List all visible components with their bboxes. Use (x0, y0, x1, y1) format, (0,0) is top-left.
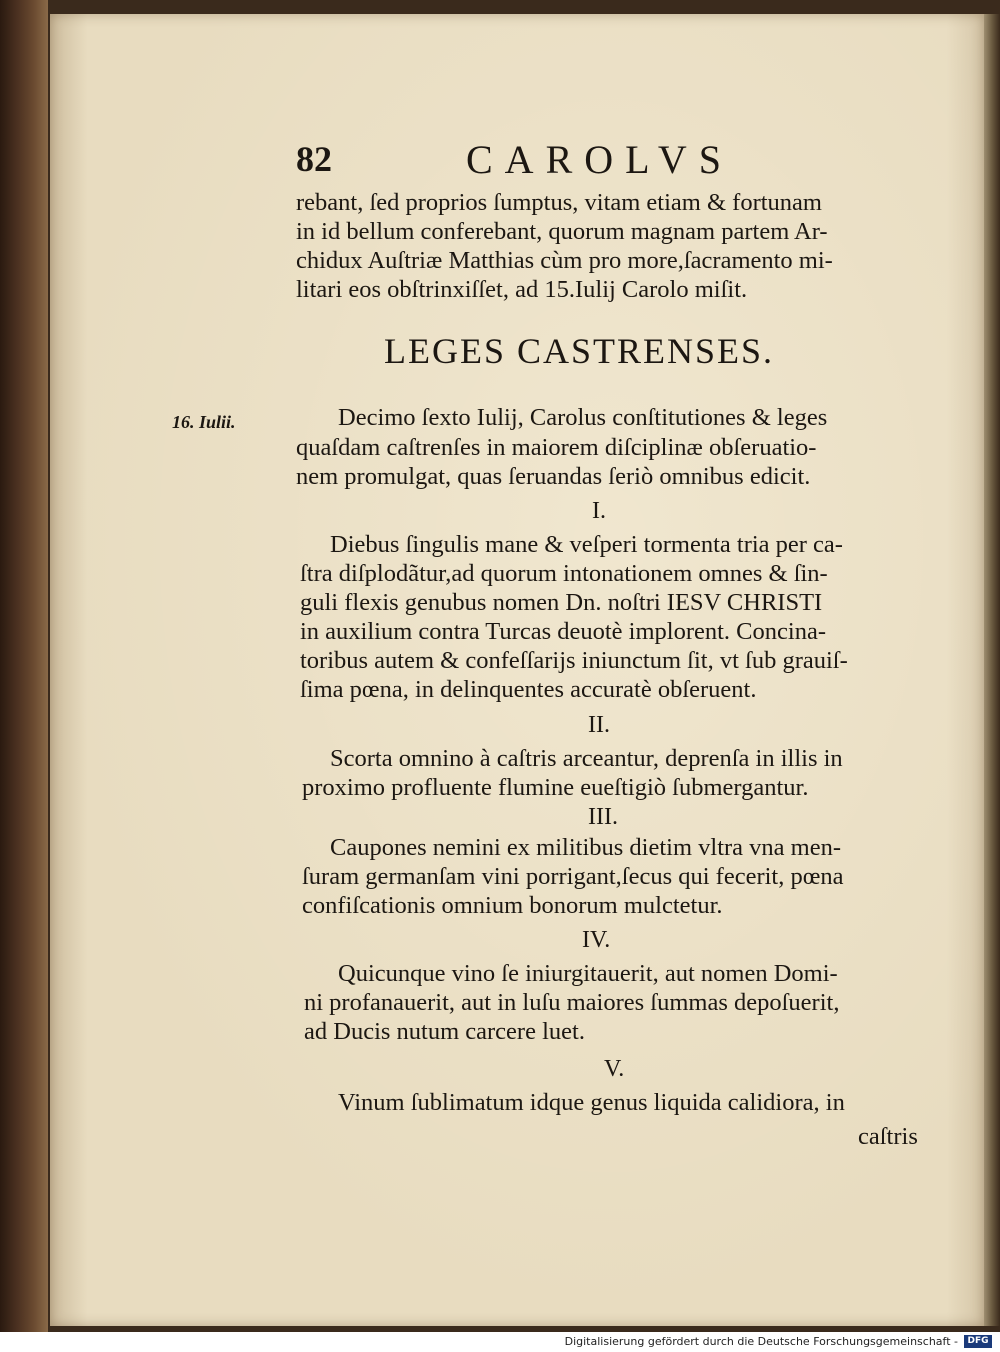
text-line: litari eos obſtrinxiſſet, ad 15.Iulij Carolo miſit. (296, 276, 748, 303)
text-line: ad Ducis nutum carcere luet. (304, 1018, 585, 1045)
text-line: nem promulgat, quas ſeruandas ſeriò omnibus edicit. (296, 463, 811, 490)
text-line: Diebus ſingulis mane & veſperi tormenta tria per ca- (330, 531, 843, 558)
text-line: Scorta omnino à caſtris arceantur, deprenſa in illis in (330, 745, 843, 772)
running-head-title: CAROLVS (466, 137, 734, 182)
text-line: proximo profluente flumine eueſtigiò ſubmergantur. (302, 774, 809, 801)
text-line: quaſdam caſtrenſes in maiorem diſciplinæ obſeruatio- (296, 434, 817, 461)
text-line: guli flexis genubus nomen Dn. noſtri IESV CHRISTI (300, 589, 823, 616)
text-line: ſtra diſplodãtur,ad quorum intonationem omnes & ſin- (300, 560, 828, 587)
section-heading: LEGES CASTRENSES. (384, 331, 775, 371)
text-line: in id bellum conferebant, quorum magnam partem Ar- (296, 218, 828, 245)
text-line: ni profanauerit, aut in luſu maiores ſummas depoſuerit, (304, 989, 840, 1016)
dfg-logo-icon: DFG (964, 1335, 992, 1348)
law-numeral: I. (592, 498, 606, 524)
text-line: toribus autem & confeſſarijs iniunctum ſit, vt ſub grauiſ- (300, 647, 848, 674)
law-numeral: V. (604, 1056, 625, 1082)
text-line: Caupones nemini ex militibus dietim vltra vna men- (330, 834, 842, 861)
law-numeral: II. (588, 712, 610, 738)
footer-credit: Digitalisierung gefördert durch die Deutsche Forschungsgemeinschaft - (564, 1335, 958, 1348)
text-line: confiſcationis omnium bonorum mulctetur. (302, 892, 723, 919)
law-numeral: IV. (582, 927, 611, 953)
catchword: caſtris (858, 1123, 918, 1150)
page-number: 82 (296, 139, 332, 179)
text-line: Quicunque vino ſe iniurgitauerit, aut nomen Domi- (338, 960, 838, 987)
text-line: in auxilium contra Turcas deuotè implorent. Concina- (300, 618, 826, 645)
text-line: chidux Auſtriæ Matthias cùm pro more,ſacramento mi- (296, 247, 833, 274)
text-line: ſuram germanſam vini porrigant,ſecus qui fecerit, pœna (302, 863, 844, 890)
law-numeral: III. (588, 804, 618, 830)
book-spine (0, 0, 48, 1332)
text-line: rebant, ſed proprios ſumptus, vitam etiam & fortunam (296, 189, 822, 216)
margin-note: 16. Iulii. (172, 412, 236, 432)
text-line: Vinum ſublimatum idque genus liquida calidiora, in (338, 1089, 845, 1116)
footer-bar (0, 1332, 1000, 1352)
text-line: Decimo ſexto Iulij, Carolus conſtitutiones & leges (338, 404, 828, 431)
text-line: ſima pœna, in delinquentes accuratè obſeruent. (300, 676, 757, 703)
